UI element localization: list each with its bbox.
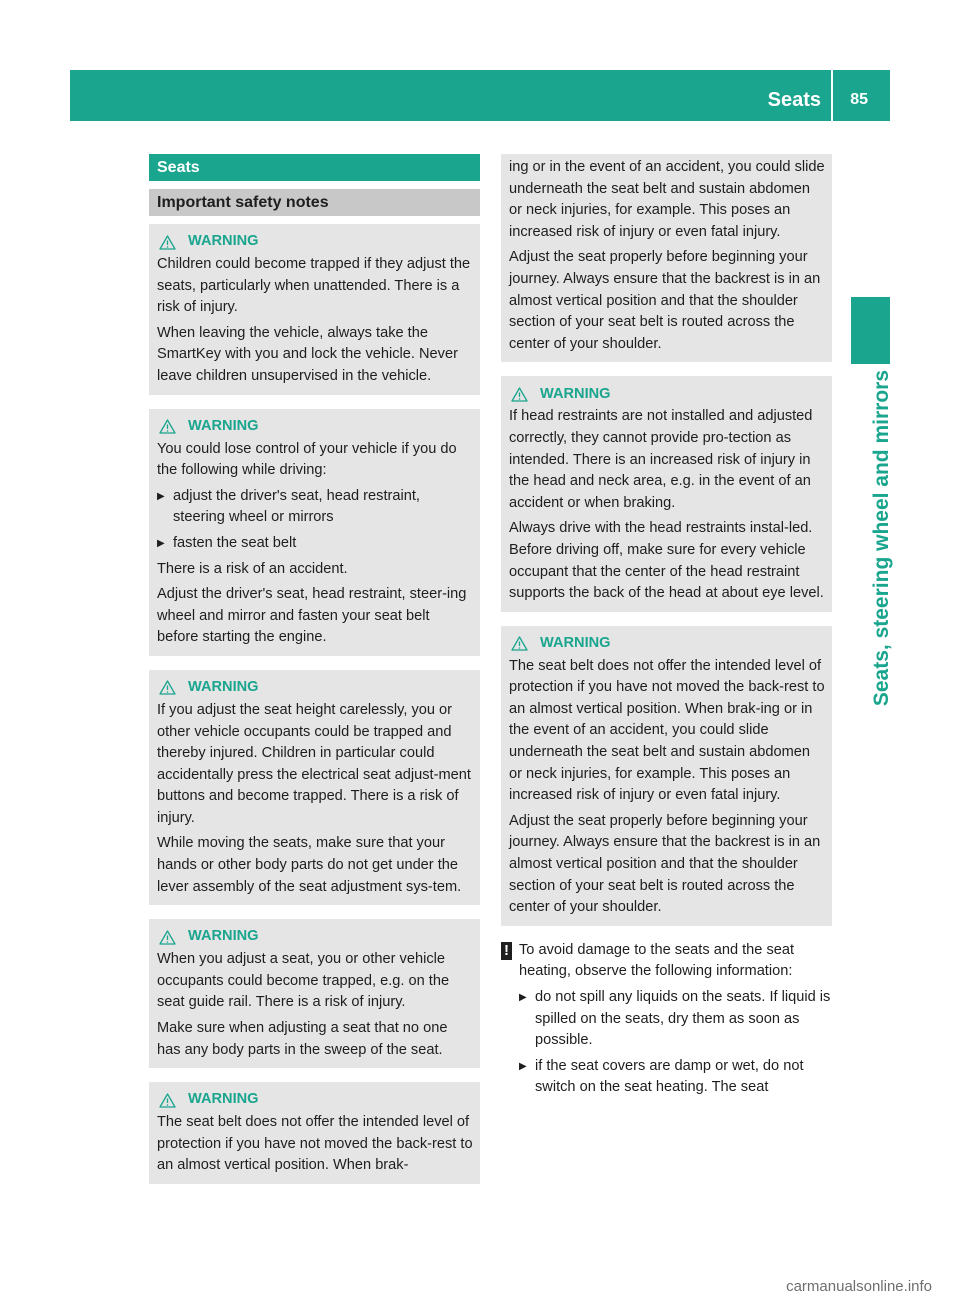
warning-label: WARNING: [188, 417, 259, 434]
warning-label: WARNING: [188, 233, 259, 250]
warning-header: [157, 676, 473, 700]
warning-label: WARNING: [188, 1091, 259, 1108]
damage-note: [501, 940, 832, 1103]
bullet-icon: ▶: [157, 537, 165, 549]
warning-triangle-icon: [159, 930, 176, 945]
note-text: To avoid damage to the seats and the seat heating, observe the following information:: [519, 941, 795, 980]
warning-text: When you adjust a seat, you or other vehicle occupants could become trapped, e.g. on the seat guide rail. There is a risk of injury.: [157, 951, 450, 1011]
warning-text: Adjust the seat properly before beginning your journey. Always ensure that the backrest is in an almost vertical position and that the shoulder section of your seat belt is routed across the center of your shoulder.: [509, 812, 821, 916]
warning-text: The seat belt does not offer the intended level of protection if you have not moved the back-rest to an almost vertical position. When brak-ing or in the event of an accident, you could slide underneath the seat belt and sustain abdomen or neck injuries, for example. This poses an increased risk of injury or even fatal injury.: [509, 657, 825, 804]
bullet-text: adjust the driver's seat, head restraint, steering wheel or mirrors: [173, 487, 420, 526]
bullet-text: if the seat covers are damp or wet, do not switch on the seat heating. The seat: [535, 1057, 804, 1096]
bullet-item: [519, 1056, 832, 1099]
bullet-text: do not spill any liquids on the seats. If liquid is spilled on the seats, dry them as soon as possible.: [535, 989, 831, 1049]
warning-text: Make sure when adjusting a seat that no one has any body parts in the sweep of the seat.: [157, 1020, 448, 1058]
warning-label: WARNING: [540, 385, 611, 402]
warning-text: When leaving the vehicle, always take the SmartKey with you and lock the vehicle. Never leave children unsupervised in the vehicle.: [157, 324, 458, 384]
warning-header: [157, 415, 473, 439]
warning-box: [501, 626, 832, 926]
warning-header: [157, 925, 473, 949]
left-column: [149, 154, 480, 1198]
warning-text: If you adjust the seat height carelessly, you or other vehicle occupants could be trapped and thereby injured. Children in particular could accidentally press the electrical seat adjust-ment buttons and become trapped. There is a risk of injury.: [157, 701, 471, 826]
section-title: Seats: [149, 154, 480, 181]
bullet-icon: ▶: [519, 1060, 527, 1072]
warning-text: The seat belt does not offer the intended level of protection if you have not moved the back-rest to an almost vertical position. When brak-: [157, 1114, 473, 1174]
warning-box: [149, 919, 480, 1068]
warning-box: [149, 409, 480, 656]
bullet-text: fasten the seat belt: [173, 534, 297, 551]
warning-text: There is a risk of an accident.: [157, 560, 348, 577]
chapter-label: Seats, steering wheel and mirrors: [870, 370, 893, 707]
warning-text: While moving the seats, make sure that your hands or other body parts do not get under the lever assembly of the seat adjustment sys-tem.: [157, 835, 462, 895]
warning-triangle-icon: [159, 235, 176, 250]
warning-header: [157, 230, 473, 254]
warning-text: Adjust the driver's seat, head restraint, steer-ing wheel and mirror and fasten your seat belt before starting the engine.: [157, 586, 467, 646]
warning-label: WARNING: [188, 679, 259, 696]
warning-triangle-icon: [159, 1093, 176, 1108]
warning-header: [157, 1088, 473, 1112]
bullet-item: [519, 987, 832, 1052]
warning-text: ing or in the event of an accident, you could slide underneath the seat belt and sustain abdomen or neck injuries, for example. This poses an increased risk of injury or even fatal injury.: [509, 159, 825, 240]
warning-header: [509, 382, 825, 406]
chapter-tab: [851, 297, 890, 364]
bullet-icon: ▶: [519, 992, 527, 1003]
warning-label: WARNING: [188, 928, 259, 945]
header-divider: [831, 70, 833, 121]
warning-label: WARNING: [540, 634, 611, 651]
page-number: 85: [850, 91, 868, 108]
warning-box: [149, 224, 480, 395]
warning-box: [149, 670, 480, 905]
bullet-icon: ▶: [157, 490, 165, 502]
watermark: carmanualsonline.info: [786, 1278, 932, 1295]
subsection-title: Important safety notes: [149, 189, 480, 216]
warning-text: If head restraints are not installed and adjusted correctly, they cannot provide pro-tection as intended. There is an increased risk of injury in the head and neck area, e.g. in the event of an accident or when braking.: [509, 408, 813, 511]
note-body: [519, 940, 832, 1103]
warning-triangle-icon: [159, 680, 176, 695]
warning-box-continued: [501, 154, 832, 362]
warning-text: Always drive with the head restraints instal-led. Before driving off, make sure for every vehicle occupant that the center of the head restraint supports the back of the head at about eye level.: [509, 520, 824, 602]
warning-triangle-icon: [159, 419, 176, 434]
bullet-item: [157, 486, 473, 529]
page-header-bar: [70, 70, 890, 121]
right-column: [501, 154, 832, 1103]
warning-text: Adjust the seat properly before beginning your journey. Always ensure that the backrest is in an almost vertical position and that the shoulder section of your seat belt is routed across the center of your shoulder.: [509, 249, 821, 352]
warning-text: You could lose control of your vehicle if you do the following while driving:: [157, 440, 457, 479]
warning-triangle-icon: [511, 636, 528, 651]
bullet-item: [157, 533, 473, 555]
warning-box: [501, 376, 832, 611]
warning-triangle-icon: [511, 387, 528, 402]
warning-text: Children could become trapped if they adjust the seats, particularly when unattended. There is a risk of injury.: [157, 256, 471, 316]
warning-box: [149, 1082, 480, 1184]
exclamation-icon: !: [501, 942, 512, 960]
warning-header: [509, 632, 825, 656]
header-title: Seats: [767, 89, 821, 111]
